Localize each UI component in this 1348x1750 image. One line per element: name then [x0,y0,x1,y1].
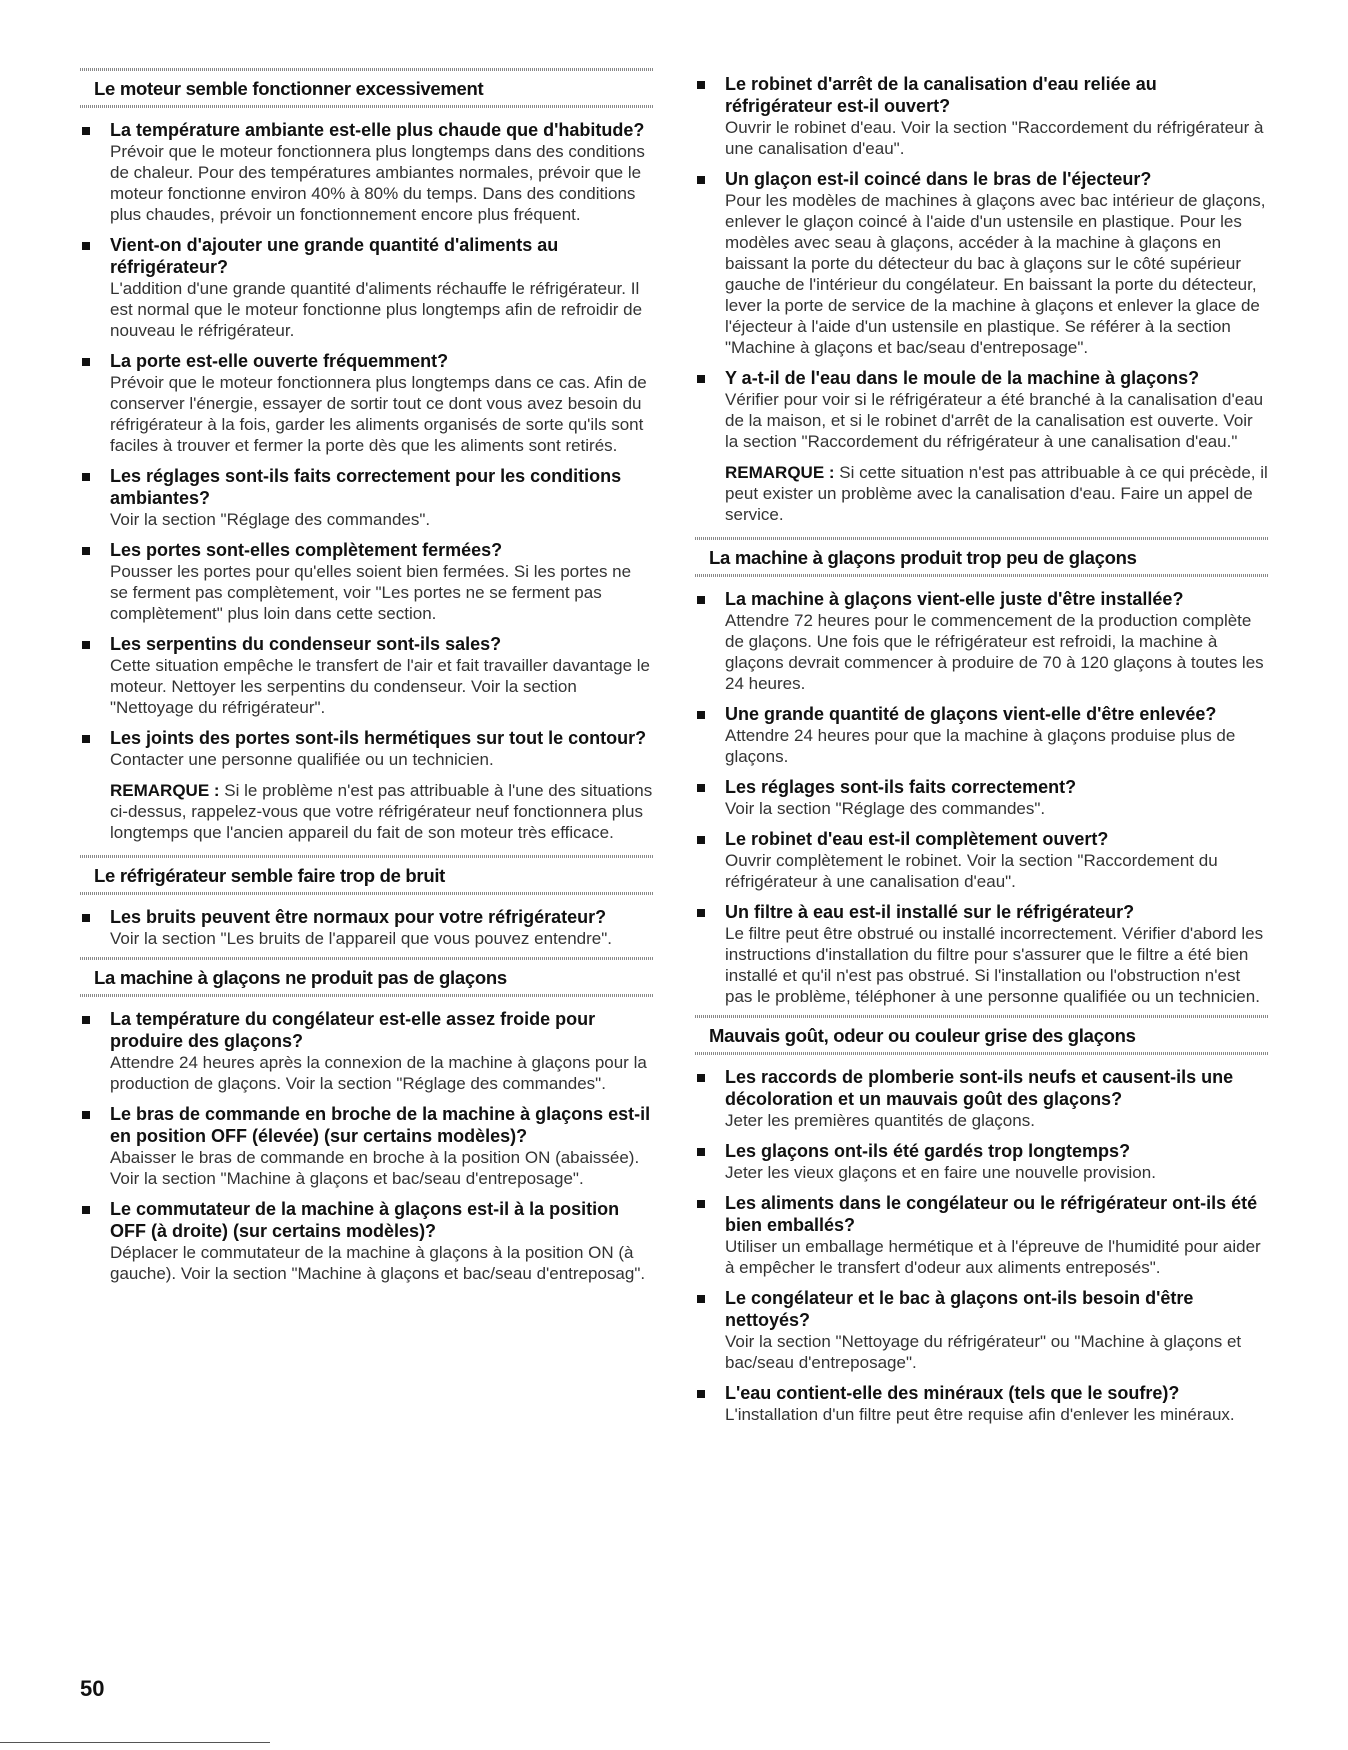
square-bullet-icon [82,1206,90,1214]
answer-text: L'addition d'une grande quantité d'aliments réchauffe le réfrigérateur. Il est normal que le moteur fonctionne plus longtemps afin de refroidir de nouveau le réfrigérateur. [110,279,643,340]
question-list [80,906,653,949]
troubleshooting-section [80,64,653,843]
question-text: Les portes sont-elles complètement fermées? [110,540,503,560]
answer-text: Ouvrir complètement le robinet. Voir la section "Raccordement du réfrigérateur à une canalisation d'eau". [725,851,1218,891]
question-item [695,1140,1268,1183]
note-text: Si cette situation n'est pas attribuable à ce qui précède, il peut exister un problème avec la canalisation d'eau. Faire un appel de service. [725,463,1268,524]
troubleshooting-section [695,533,1268,1007]
question-list [695,73,1268,452]
answer-text: Voir la section "Les bruits de l'appareil que vous pouvez entendre". [110,929,613,948]
square-bullet-icon [697,1295,705,1303]
square-bullet-icon [697,375,705,383]
answer-text: Attendre 24 heures pour que la machine à glaçons produise plus de glaçons. [725,726,1236,766]
troubleshooting-section [695,73,1268,525]
section-heading: La machine à glaçons produit trop peu de glaçons [695,533,1268,579]
question-text: Le congélateur et le bac à glaçons ont-ils besoin d'être nettoyés? [725,1288,1194,1330]
question-text: Y a-t-il de l'eau dans le moule de la machine à glaçons? [725,368,1200,388]
square-bullet-icon [82,547,90,555]
square-bullet-icon [697,81,705,89]
answer-text: Prévoir que le moteur fonctionnera plus longtemps dans ce cas. Afin de conserver l'énergie, essayer de sortir tout ce dont vous avez besoin du réfrigérateur à la fois, garder les aliments organisés de sorte qu'ils sont faciles à trouver et fermer la porte dès que les aliments sont retirés. [110,373,647,455]
square-bullet-icon [697,1390,705,1398]
answer-text: Voir la section "Nettoyage du réfrigérateur" ou "Machine à glaçons et bac/seau d'entreposage". [725,1332,1242,1372]
question-text: Une grande quantité de glaçons vient-elle d'être enlevée? [725,704,1217,724]
question-item [80,465,653,530]
question-text: Les joints des portes sont-ils hermétiques sur tout le contour? [110,728,647,748]
question-item [80,727,653,770]
answer-text: Utiliser un emballage hermétique et à l'épreuve de l'humidité pour aider à empêcher le transfert d'odeur aux aliments entreposés". [725,1237,1261,1277]
question-text: Les bruits peuvent être normaux pour votre réfrigérateur? [110,907,607,927]
question-item [80,1008,653,1094]
question-text: Un glaçon est-il coincé dans le bras de l'éjecteur? [725,169,1152,189]
question-list [695,588,1268,1007]
answer-text: Jeter les vieux glaçons et en faire une nouvelle provision. [725,1163,1156,1182]
troubleshooting-section [695,1011,1268,1425]
question-text: Le bras de commande en broche de la machine à glaçons est-il en position OFF (élevée) (sur certains modèles)? [110,1104,651,1146]
answer-text: Vérifier pour voir si le réfrigérateur a été branché à la canalisation d'eau de la maison, et si le robinet d'arrêt de la canalisation est ouverte. Voir la section "Raccordement du réfrigérateur à une canalisation d'eau." [725,390,1264,451]
question-text: Le commutateur de la machine à glaçons est-il à la position OFF (à droite) (sur certains modèles)? [110,1199,620,1241]
question-text: La température du congélateur est-elle assez froide pour produire des glaçons? [110,1009,596,1051]
question-item [695,703,1268,767]
square-bullet-icon [82,473,90,481]
answer-text: Attendre 72 heures pour le commencement de la production complète de glaçons. Une fois que le réfrigérateur est refroidi, la machine à glaçons devrait commencer à produire de 70 à 120 glaçons à toutes les 24 heures. [725,611,1264,693]
square-bullet-icon [82,127,90,135]
answer-text: Jeter les premières quantités de glaçons. [725,1111,1035,1130]
right-column [695,64,1268,1429]
question-item [80,1198,653,1284]
answer-text: Cette situation empêche le transfert de l'air et fait travailler davantage le moteur. Nettoyer les serpentins du condenseur. Voir la section "Nettoyage du réfrigérateur". [110,656,650,717]
question-item [80,539,653,624]
square-bullet-icon [697,909,705,917]
question-item [80,1103,653,1189]
question-item [695,828,1268,892]
note-label: REMARQUE : [110,781,220,800]
note-paragraph [110,780,653,843]
question-item [695,367,1268,452]
question-item [695,776,1268,819]
question-text: La température ambiante est-elle plus chaude que d'habitude? [110,120,645,140]
square-bullet-icon [697,784,705,792]
question-item [80,633,653,718]
note-paragraph [725,462,1268,525]
question-text: La machine à glaçons vient-elle juste d'être installée? [725,589,1184,609]
answer-text: Prévoir que le moteur fonctionnera plus longtemps dans des conditions de chaleur. Pour des températures ambiantes normales, prévoir que le moteur fonctionne environ 40% à 80% du temps. Dans des conditions plus chaudes, prévoir un fonctionnement encore plus fréquent. [110,142,645,224]
note-label: REMARQUE : [725,463,835,482]
troubleshooting-section [80,851,653,949]
question-text: Vient-on d'ajouter une grande quantité d'aliments au réfrigérateur? [110,235,559,277]
question-item [695,901,1268,1007]
question-text: Le robinet d'arrêt de la canalisation d'eau reliée au réfrigérateur est-il ouvert? [725,74,1157,116]
answer-text: Pousser les portes pour qu'elles soient bien fermées. Si les portes ne se ferment pas complètement, voir "Les portes ne se ferment pas complètement" plus loin dans cette section. [110,562,632,623]
square-bullet-icon [697,596,705,604]
answer-text: L'installation d'un filtre peut être requise afin d'enlever les minéraux. [725,1405,1235,1424]
answer-text: Voir la section "Réglage des commandes". [110,510,431,529]
question-item [695,1066,1268,1131]
question-item [695,588,1268,694]
answer-text: Voir la section "Réglage des commandes". [725,799,1046,818]
square-bullet-icon [82,641,90,649]
square-bullet-icon [697,1200,705,1208]
question-item [80,906,653,949]
question-text: Le robinet d'eau est-il complètement ouvert? [725,829,1109,849]
footer-rule [0,1742,270,1743]
troubleshooting-section [80,953,653,1284]
question-text: Les aliments dans le congélateur ou le réfrigérateur ont-ils été bien emballés? [725,1193,1258,1235]
question-item [695,73,1268,159]
square-bullet-icon [697,836,705,844]
square-bullet-icon [82,735,90,743]
answer-text: Attendre 24 heures après la connexion de la machine à glaçons pour la production de glaçons. Voir la section "Réglage des commandes". [110,1053,647,1093]
question-list [695,1066,1268,1425]
square-bullet-icon [82,1016,90,1024]
question-item [80,119,653,225]
section-heading: Le réfrigérateur semble faire trop de bruit [80,851,653,897]
question-text: La porte est-elle ouverte fréquemment? [110,351,449,371]
question-text: Les réglages sont-ils faits correctement pour les conditions ambiantes? [110,466,622,508]
answer-text: Abaisser le bras de commande en broche à la position ON (abaissée). Voir la section "Machine à glaçons et bac/seau d'entreposage". [110,1148,640,1188]
answer-text: Le filtre peut être obstrué ou installé incorrectement. Vérifier d'abord les instructions d'installation du filtre pour s'assurer que le filtre a été bien installé et qu'il n'est pas obstrué. Si l'installation ou l'obstruction n'est pas le problème, téléphoner à une personne qualifiée ou un technicien. [725,924,1264,1006]
answer-text: Ouvrir le robinet d'eau. Voir la section "Raccordement du réfrigérateur à une canalisation d'eau". [725,118,1264,158]
question-item [695,1287,1268,1373]
question-text: L'eau contient-elle des minéraux (tels que le soufre)? [725,1383,1180,1403]
question-item [695,1192,1268,1278]
note-text: Si le problème n'est pas attribuable à l'une des situations ci-dessus, rappelez-vous que votre réfrigérateur neuf fonctionnera plus longtemps que l'ancien appareil du fait de son moteur très efficace. [110,781,653,842]
answer-text: Contacter une personne qualifiée ou un technicien. [110,750,494,769]
section-heading: La machine à glaçons ne produit pas de glaçons [80,953,653,999]
question-text: Les serpentins du condenseur sont-ils sales? [110,634,502,654]
question-item [80,350,653,456]
square-bullet-icon [82,1111,90,1119]
question-item [695,168,1268,358]
question-text: Les réglages sont-ils faits correctement? [725,777,1077,797]
square-bullet-icon [82,914,90,922]
question-list [80,119,653,770]
section-heading: Mauvais goût, odeur ou couleur grise des glaçons [695,1011,1268,1057]
page-number: 50 [80,1676,105,1701]
square-bullet-icon [82,358,90,366]
question-text: Les glaçons ont-ils été gardés trop longtemps? [725,1141,1131,1161]
square-bullet-icon [697,1074,705,1082]
question-text: Un filtre à eau est-il installé sur le réfrigérateur? [725,902,1135,922]
square-bullet-icon [697,1148,705,1156]
square-bullet-icon [697,176,705,184]
question-text: Les raccords de plomberie sont-ils neufs et causent-ils une décoloration et un mauvais goût des glaçons? [725,1067,1234,1109]
square-bullet-icon [82,242,90,250]
square-bullet-icon [697,711,705,719]
question-item [695,1382,1268,1425]
question-item [80,234,653,341]
answer-text: Pour les modèles de machines à glaçons avec bac intérieur de glaçons, enlever le glaçon coincé à l'aide d'un ustensile en plastique. Pour les modèles avec seau à glaçons, accéder à la machine à glaçons en baissant la porte du détecteur du bac à glaçons sur le côté supérieur gauche de l'intérieur du congélateur. En baissant la porte du détecteur, lever la porte de service de la machine à glaçons et enlever la glace de l'éjecteur à l'aide d'un ustensile en plastique. Se référer à la section "Machine à glaçons et bac/seau d'entreposage". [725,191,1266,357]
left-column [80,64,653,1288]
answer-text: Déplacer le commutateur de la machine à glaçons à la position ON (à gauche). Voir la section "Machine à glaçons et bac/seau d'entreposag". [110,1243,646,1283]
section-heading: Le moteur semble fonctionner excessivement [80,64,653,110]
question-list [80,1008,653,1284]
